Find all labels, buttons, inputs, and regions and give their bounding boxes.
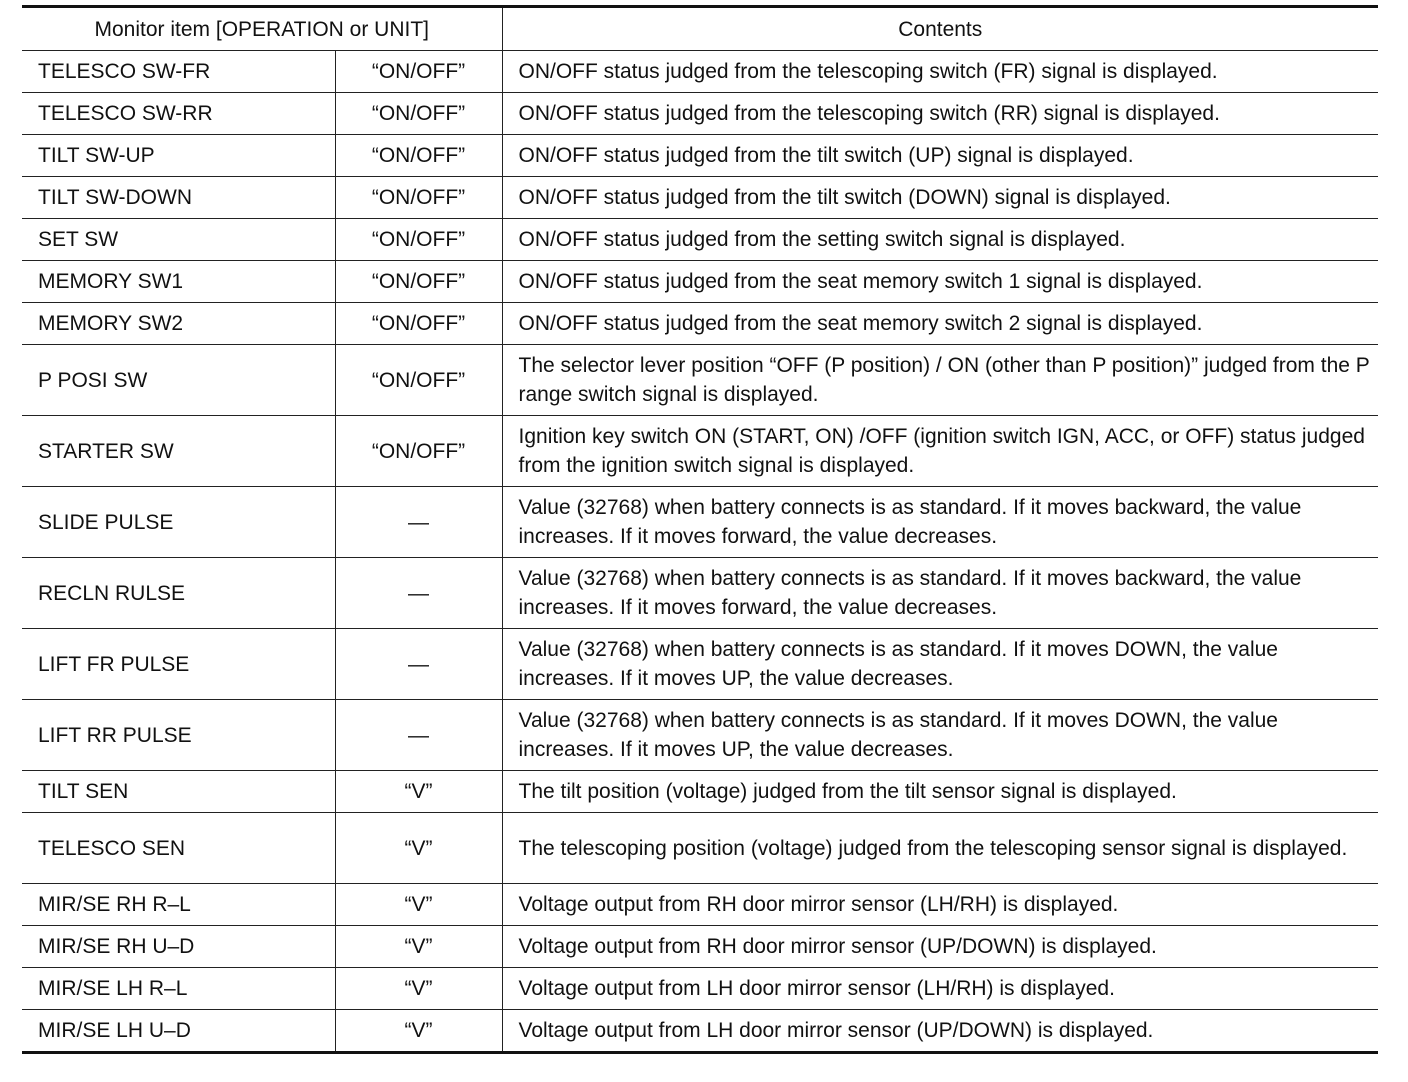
table-row: [22, 926, 1378, 968]
table-header-row: [22, 7, 1378, 51]
contents-cell: Voltage output from LH door mirror sensor (UP/DOWN) is displayed.: [502, 1010, 1378, 1053]
unit-cell: “ON/OFF”: [335, 261, 502, 303]
unit-cell: “ON/OFF”: [335, 345, 502, 416]
unit-cell: “V”: [335, 926, 502, 968]
contents-cell: ON/OFF status judged from the setting switch signal is displayed.: [502, 219, 1378, 261]
contents-cell: Value (32768) when battery connects is as standard. If it moves backward, the value increases. If it moves forward, the value decreases.: [502, 487, 1378, 558]
monitor-item-cell: MIR/SE LH U–D: [22, 1010, 335, 1053]
table-row: [22, 93, 1378, 135]
table-row: [22, 771, 1378, 813]
table-row: [22, 1010, 1378, 1053]
monitor-item-cell: P POSI SW: [22, 345, 335, 416]
table-row: [22, 700, 1378, 771]
contents-cell: The tilt position (voltage) judged from the tilt sensor signal is displayed.: [502, 771, 1378, 813]
contents-cell: Value (32768) when battery connects is as standard. If it moves DOWN, the value increases. If it moves UP, the value decreases.: [502, 700, 1378, 771]
unit-cell: —: [335, 487, 502, 558]
unit-cell: —: [335, 558, 502, 629]
table-row: [22, 813, 1378, 884]
monitor-item-cell: STARTER SW: [22, 416, 335, 487]
unit-cell: —: [335, 700, 502, 771]
contents-cell: Value (32768) when battery connects is as standard. If it moves backward, the value increases. If it moves forward, the value decreases.: [502, 558, 1378, 629]
table-row: [22, 884, 1378, 926]
monitor-item-table: [22, 5, 1378, 1054]
monitor-item-cell: TILT SEN: [22, 771, 335, 813]
unit-cell: “V”: [335, 968, 502, 1010]
monitor-item-cell: LIFT RR PULSE: [22, 700, 335, 771]
monitor-item-cell: RECLN RULSE: [22, 558, 335, 629]
contents-cell: ON/OFF status judged from the telescoping switch (FR) signal is displayed.: [502, 51, 1378, 93]
monitor-item-cell: TELESCO SW-RR: [22, 93, 335, 135]
monitor-item-header: Monitor item [OPERATION or UNIT]: [22, 7, 502, 51]
contents-cell: Value (32768) when battery connects is as standard. If it moves DOWN, the value increases. If it moves UP, the value decreases.: [502, 629, 1378, 700]
contents-cell: ON/OFF status judged from the tilt switch (UP) signal is displayed.: [502, 135, 1378, 177]
unit-cell: “V”: [335, 813, 502, 884]
monitor-item-cell: MIR/SE RH U–D: [22, 926, 335, 968]
monitor-item-cell: TELESCO SW-FR: [22, 51, 335, 93]
table-row: [22, 135, 1378, 177]
table-row: [22, 51, 1378, 93]
monitor-item-cell: MEMORY SW1: [22, 261, 335, 303]
monitor-item-cell: TILT SW-UP: [22, 135, 335, 177]
contents-cell: Voltage output from LH door mirror sensor (LH/RH) is displayed.: [502, 968, 1378, 1010]
contents-cell: The telescoping position (voltage) judged from the telescoping sensor signal is displayed.: [502, 813, 1378, 884]
contents-cell: ON/OFF status judged from the seat memory switch 1 signal is displayed.: [502, 261, 1378, 303]
unit-cell: —: [335, 629, 502, 700]
unit-cell: “ON/OFF”: [335, 135, 502, 177]
unit-cell: “ON/OFF”: [335, 219, 502, 261]
table-row: [22, 629, 1378, 700]
table-row: [22, 303, 1378, 345]
unit-cell: “ON/OFF”: [335, 303, 502, 345]
table-row: [22, 219, 1378, 261]
contents-cell: Voltage output from RH door mirror sensor (UP/DOWN) is displayed.: [502, 926, 1378, 968]
unit-cell: “V”: [335, 771, 502, 813]
contents-cell: ON/OFF status judged from the tilt switch (DOWN) signal is displayed.: [502, 177, 1378, 219]
monitor-item-cell: TILT SW-DOWN: [22, 177, 335, 219]
contents-cell: Ignition key switch ON (START, ON) /OFF (ignition switch IGN, ACC, or OFF) status judged from the ignition switch signal is displayed.: [502, 416, 1378, 487]
monitor-item-cell: MIR/SE LH R–L: [22, 968, 335, 1010]
contents-cell: The selector lever position “OFF (P position) / ON (other than P position)” judged from the P range switch signal is displayed.: [502, 345, 1378, 416]
table-row: [22, 177, 1378, 219]
monitor-item-cell: MEMORY SW2: [22, 303, 335, 345]
unit-cell: “V”: [335, 884, 502, 926]
table-row: [22, 416, 1378, 487]
monitor-item-cell: SET SW: [22, 219, 335, 261]
monitor-item-cell: MIR/SE RH R–L: [22, 884, 335, 926]
table-row: [22, 968, 1378, 1010]
table-row: [22, 261, 1378, 303]
unit-cell: “ON/OFF”: [335, 93, 502, 135]
table-row: [22, 487, 1378, 558]
contents-cell: ON/OFF status judged from the seat memory switch 2 signal is displayed.: [502, 303, 1378, 345]
unit-cell: “ON/OFF”: [335, 177, 502, 219]
unit-cell: “V”: [335, 1010, 502, 1053]
unit-cell: “ON/OFF”: [335, 416, 502, 487]
monitor-item-cell: TELESCO SEN: [22, 813, 335, 884]
table-row: [22, 345, 1378, 416]
monitor-item-cell: LIFT FR PULSE: [22, 629, 335, 700]
unit-cell: “ON/OFF”: [335, 51, 502, 93]
contents-cell: ON/OFF status judged from the telescoping switch (RR) signal is displayed.: [502, 93, 1378, 135]
table-row: [22, 558, 1378, 629]
monitor-item-cell: SLIDE PULSE: [22, 487, 335, 558]
contents-cell: Voltage output from RH door mirror sensor (LH/RH) is displayed.: [502, 884, 1378, 926]
contents-header: Contents: [502, 7, 1378, 51]
